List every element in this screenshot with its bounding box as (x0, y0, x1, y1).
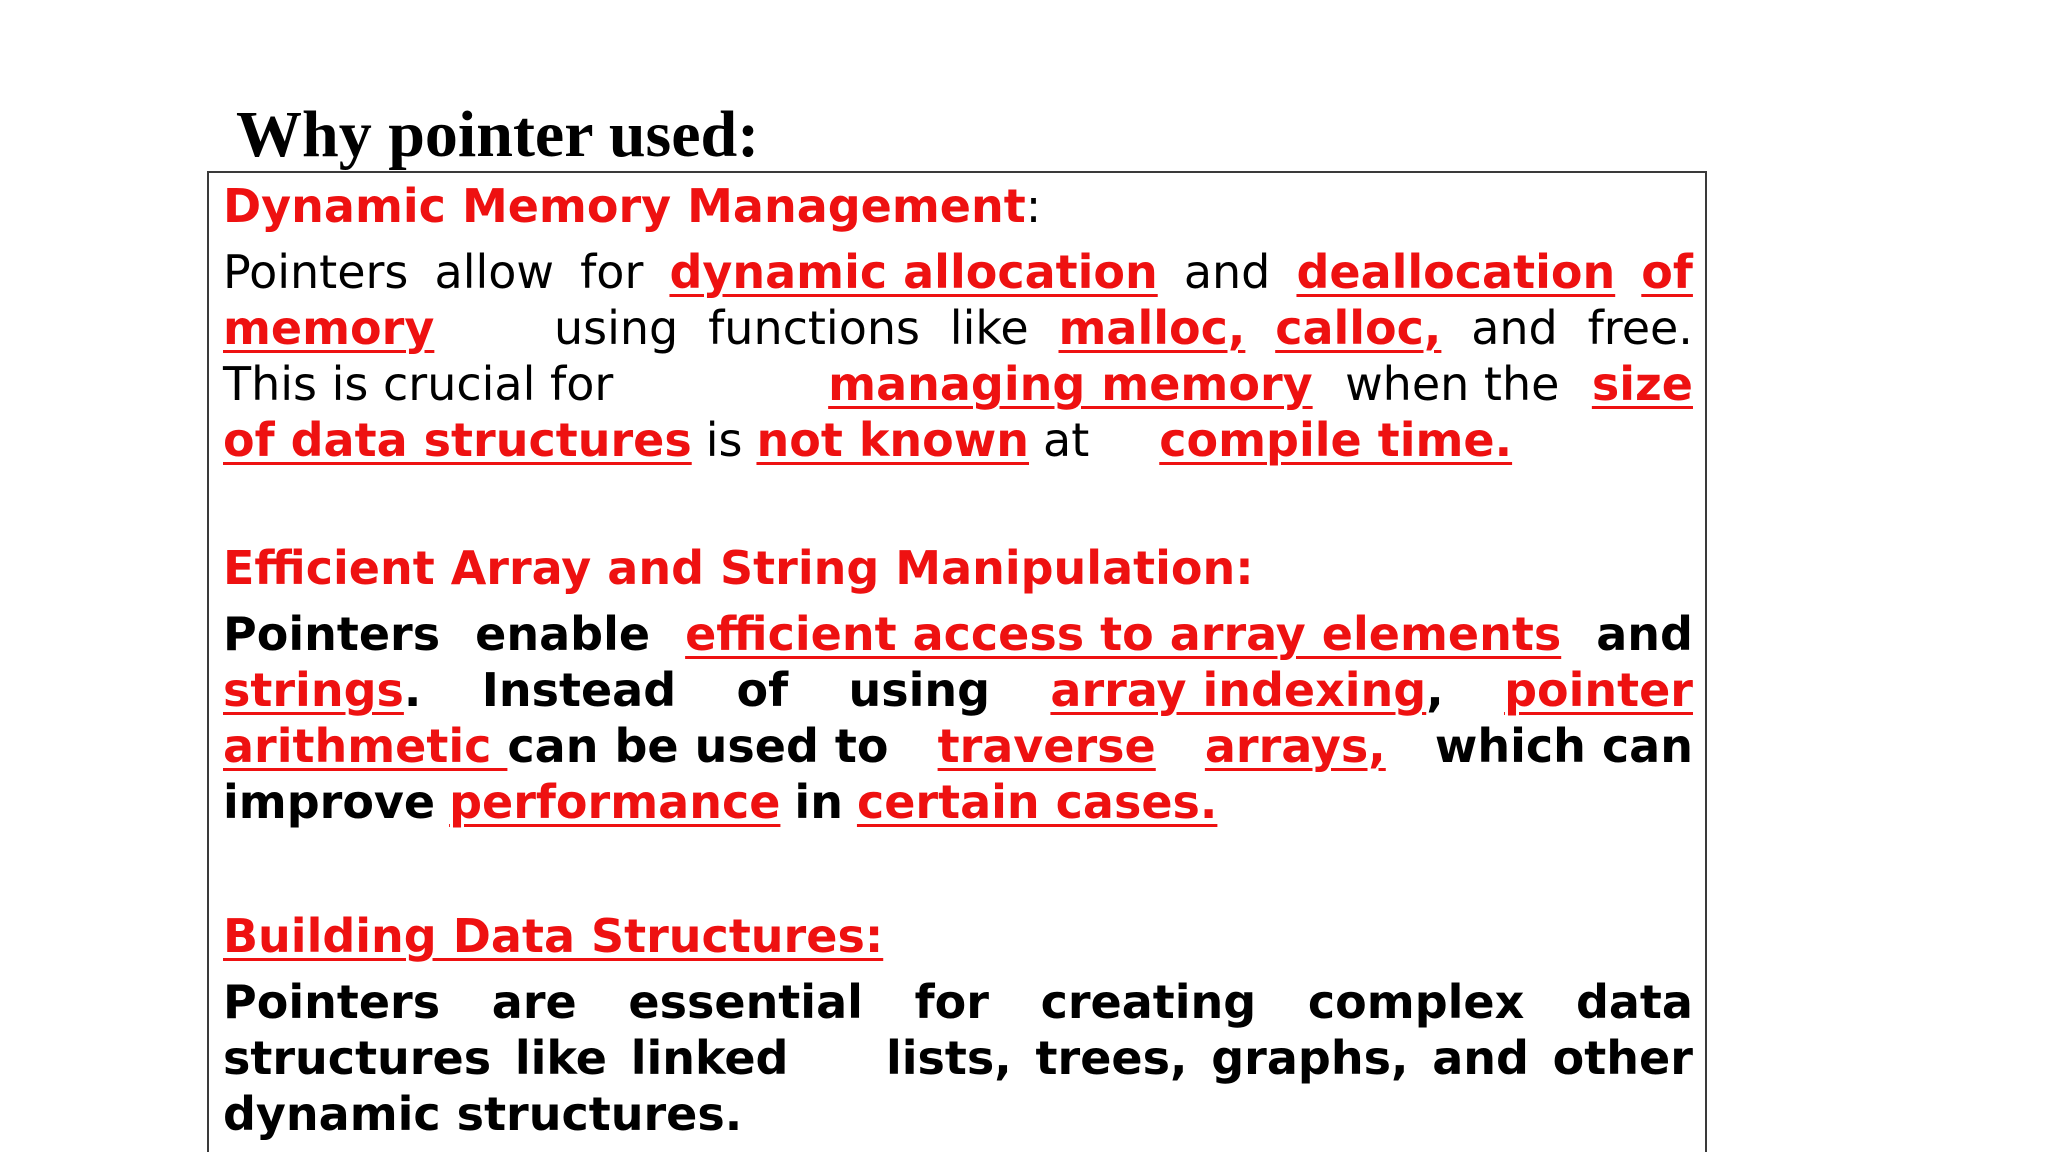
section-heading: Efficient Array and String Manipulation: (223, 541, 1254, 595)
text-line: Pointers allow for dynamic allocation and deallocation of (223, 245, 1693, 299)
text-line: memory using functions like malloc, calloc, and free. (223, 301, 1693, 355)
text-line: This is crucial for managing memory when the size (223, 357, 1693, 411)
text-line: improve performance in certain cases. (223, 775, 1218, 829)
text-line: Pointers are essential for creating complex data (223, 975, 1693, 1029)
section-dynamic-memory (223, 178, 1693, 468)
text-line: dynamic structures. (223, 1087, 743, 1141)
text-line: Pointers enable efficient access to array elements and (223, 607, 1693, 661)
section-body (223, 244, 1693, 468)
text-line: strings. Instead of using array indexing, pointer (223, 663, 1693, 717)
text-line: of data structures is not known at compile time. (223, 413, 1513, 467)
section-heading: Dynamic Memory Management: (223, 179, 1042, 233)
slide-title: Why pointer used: (236, 98, 760, 171)
text-line: arithmetic can be used to traverse arrays, which can (223, 719, 1693, 773)
section-body (223, 606, 1693, 830)
section-heading: Building Data Structures: (223, 909, 884, 963)
text-line: structures like linked lists, trees, graphs, and other (223, 1031, 1693, 1085)
section-data-structures (223, 908, 1693, 1142)
section-array-string (223, 540, 1693, 830)
section-body (223, 974, 1693, 1142)
